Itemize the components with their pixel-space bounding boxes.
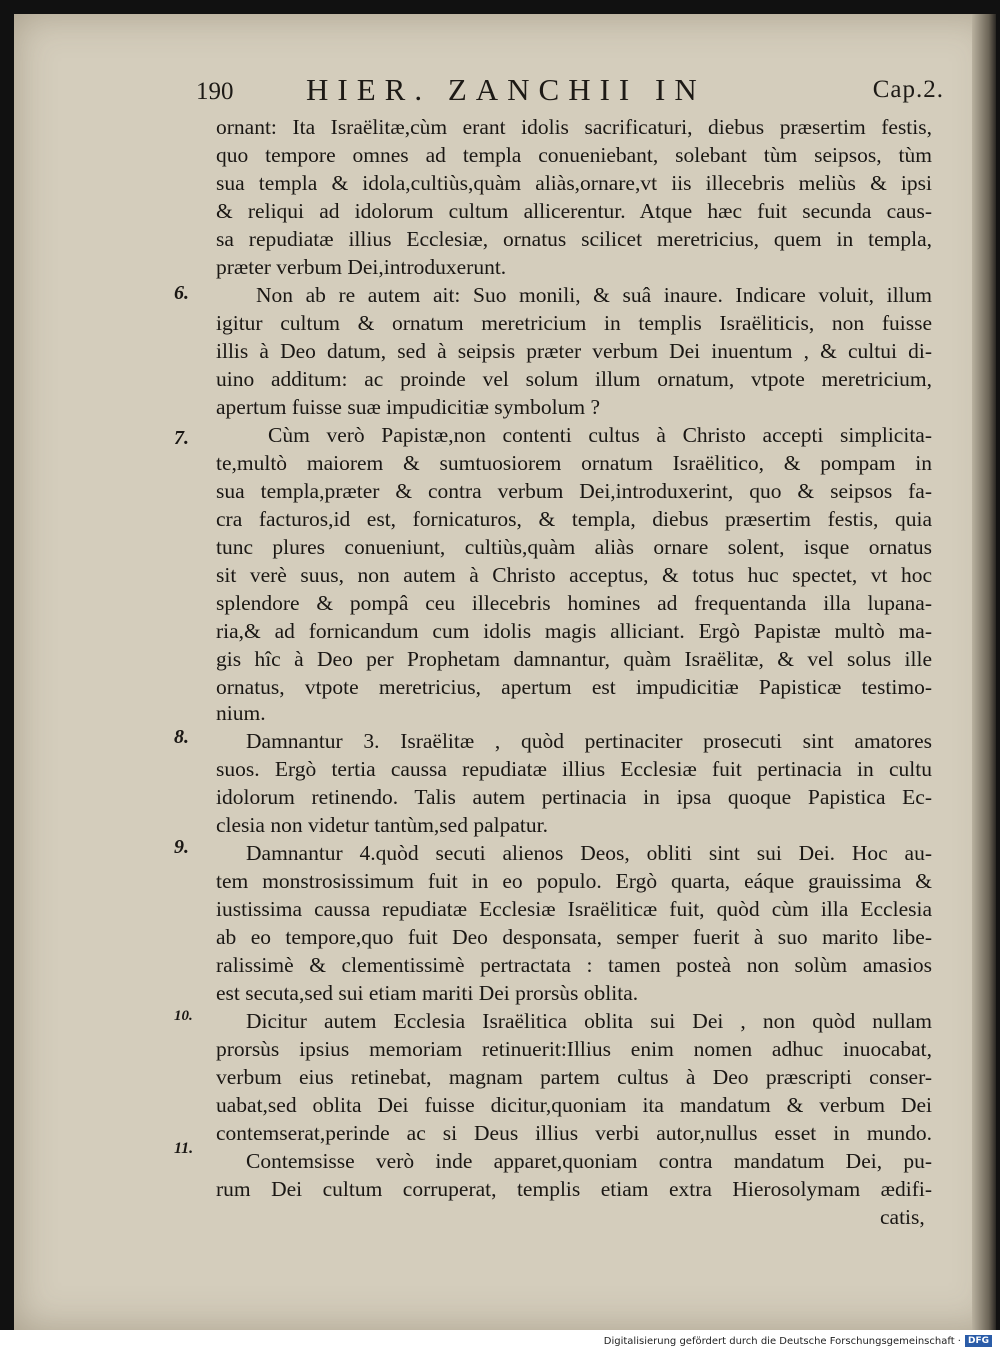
- text-line: rum Dei cultum corruperat, templis etiam extra Hierosolymam ædifi-: [216, 1177, 932, 1201]
- text-line: ab eo tempore,quo fuit Deo desponsata, semper fuerit à suo marito libe-: [216, 925, 932, 949]
- text-line: ornant: Ita Israëlitæ,cùm erant idolis sacrificaturi, diebus præsertim festis,: [216, 115, 932, 139]
- text-line: splendore & pompâ ceu illecebris homines ad frequentanda illa lupana-: [216, 591, 932, 615]
- text-line: & reliqui ad idolorum cultum allicerentur. Atque hæc fuit secunda caus-: [216, 199, 932, 223]
- text-line: ralissimè & clementissimè pertractata : tamen posteà non solùm amasios: [216, 953, 932, 977]
- text-line: iustissima caussa repudiatæ Ecclesiæ Israëliticæ fuit, quòd cùm illa Ecclesia: [216, 897, 932, 921]
- text-line: contemserat,perinde ac si Deus illius verbi autor,nullus esset in mundo.: [216, 1121, 932, 1145]
- text-line: clesia non videtur tantùm,sed palpatur.: [216, 813, 548, 837]
- margin-number: 8.: [174, 726, 189, 748]
- text-line: uino additum: ac proinde vel solum illum ornatum, vtpote meretricium,: [216, 367, 932, 391]
- text-line: gis hîc à Deo per Prophetam damnantur, quàm Israëlitæ, & vel solus ille: [216, 647, 932, 671]
- text-line: catis,: [880, 1205, 925, 1229]
- text-line: illis à Deo datum, sed à seipsis præter verbum Dei inuentum , & cultui di-: [216, 339, 932, 363]
- text-line: quo tempore omnes ad templa conueniebant, solebant tùm seipsos, tùm: [216, 143, 932, 167]
- text-line: suos. Ergò tertia caussa repudiatæ illius Ecclesiæ fuit pertinacia in cultu: [216, 757, 932, 781]
- text-line: tunc plures conueniunt, cultiùs,quàm aliàs ornare solent, isque ornatus: [216, 535, 932, 559]
- text-line: cra facturos,id est, fornicaturos, & templa, diebus præsertim festis, quia: [216, 507, 932, 531]
- dfg-logo: DFG: [965, 1335, 992, 1347]
- page-header: [196, 72, 944, 112]
- text-line: uabat,sed oblita Dei fuisse dicitur,quoniam ita mandatum & verbum Dei: [216, 1093, 932, 1117]
- text-line: sua templa & idola,cultiùs,quàm aliàs,ornare,vt iis illecebris meliùs & ipsi: [216, 171, 932, 195]
- text-line: sa repudiatæ illius Ecclesiæ, ornatus scilicet meretricius, quem in templa,: [216, 227, 932, 251]
- margin-number: 10.: [174, 1008, 193, 1024]
- margin-number: 7.: [174, 427, 189, 449]
- text-line: ornatus, vtpote meretricius, apertum est impudicitiæ Papisticæ testimo-: [216, 675, 932, 699]
- footer-credit: Digitalisierung gefördert durch die Deutsche Forschungsgemeinschaft ·: [603, 1335, 961, 1347]
- digitization-footer: [604, 1334, 992, 1348]
- text-line: Damnantur 3. Israëlitæ , quòd pertinaciter prosecuti sint amatores: [246, 729, 932, 753]
- text-line: te,multò maiorem & sumtuosiorem ornatum Israëlitico, & pompam in: [216, 451, 932, 475]
- text-line: sit verè suus, non autem à Christo acceptus, & totus huc spectet, vt hoc: [216, 563, 932, 587]
- margin-number: 6.: [174, 282, 189, 304]
- text-line: Damnantur 4.quòd secuti alienos Deos, obliti sint sui Dei. Hoc au-: [246, 841, 932, 865]
- text-line: apertum fuisse suæ impudicitiæ symbolum ?: [216, 395, 600, 419]
- text-line: Contemsisse verò inde apparet,quoniam contra mandatum Dei, pu-: [246, 1149, 932, 1173]
- page-binding-shadow: [972, 14, 996, 1330]
- text-line: idolorum retinendo. Talis autem pertinacia in ipsa quoque Papistica Ec-: [216, 785, 932, 809]
- text-line: præter verbum Dei,introduxerunt.: [216, 255, 507, 279]
- text-line: nium.: [216, 701, 266, 725]
- text-line: sua templa,præter & contra verbum Dei,introduxerint, quo & seipsos fa-: [216, 479, 932, 503]
- margin-number: 9.: [174, 836, 189, 858]
- page-number: 190: [196, 78, 234, 105]
- text-line: Dicitur autem Ecclesia Israëlitica oblita sui Dei , non quòd nullam: [246, 1009, 932, 1033]
- chapter-label: Cap.2.: [872, 76, 944, 103]
- running-title: HIER. ZANCHII IN: [306, 72, 706, 107]
- text-line: tem monstrosissimum fuit in eo populo. Ergò quarta, eáque grauissima &: [216, 869, 932, 893]
- margin-number: 11.: [174, 1140, 194, 1157]
- text-line: prorsùs ipsius memoriam retinuerit:Illius enim nomen adhuc inuocabat,: [216, 1037, 932, 1061]
- text-line: Non ab re autem ait: Suo monili, & suâ inaure. Indicare voluit, illum: [256, 283, 932, 307]
- text-line: Cùm verò Papistæ,non contenti cultus à Christo accepti simplicita-: [268, 423, 932, 447]
- text-line: verbum eius retinebat, magnam partem cultus à Deo præscripti conser-: [216, 1065, 932, 1089]
- text-line: est secuta,sed sui etiam mariti Dei prorsùs oblita.: [216, 981, 639, 1005]
- text-line: ria,& ad fornicandum cum idolis magis alliciant. Ergò Papistæ multò ma-: [216, 619, 932, 643]
- text-line: igitur cultum & ornatum meretricium in templis Israëliticis, non fuisse: [216, 311, 932, 335]
